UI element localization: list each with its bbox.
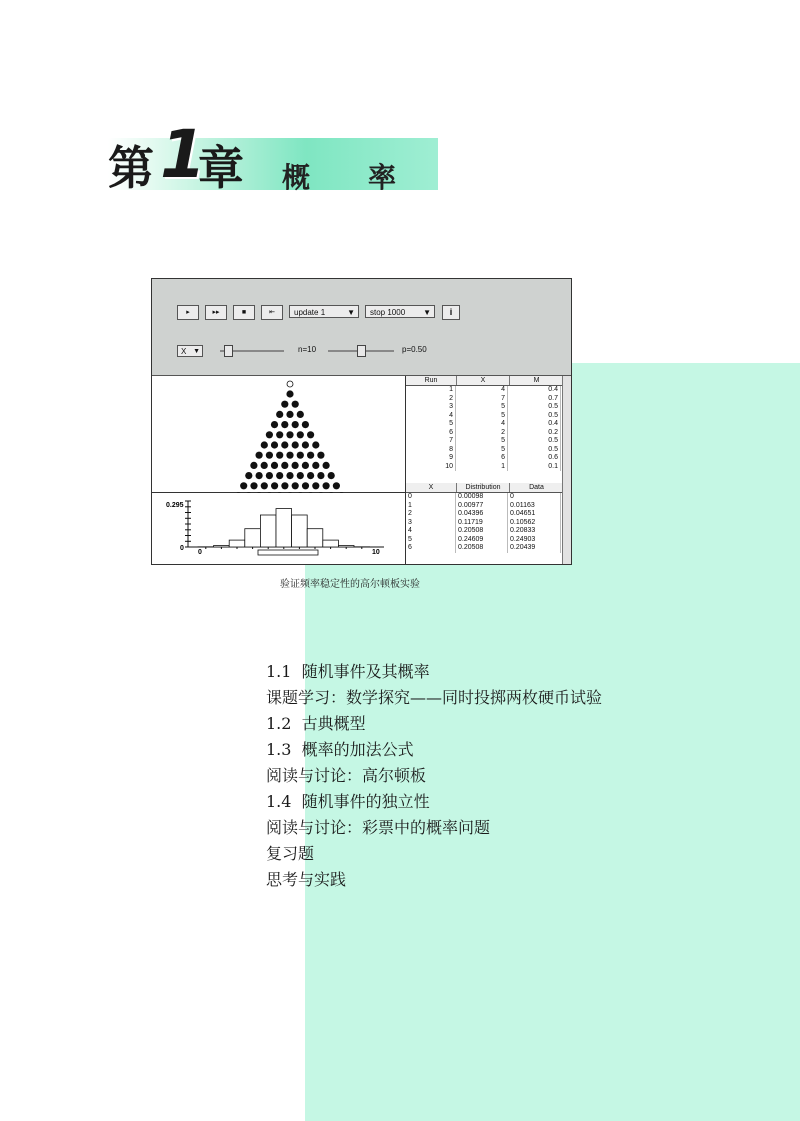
table-cell: 0 [406,493,456,502]
table-cell: 0.10562 [508,519,561,528]
table-cell: 0.5 [508,403,561,412]
stop-select-value: stop 1000 [370,308,406,317]
peg [292,401,299,408]
table-row [406,403,571,412]
table-cell: 2 [456,429,508,438]
table-cell: 0.7 [508,395,561,404]
run-col-header: Run [406,376,457,385]
table-cell: 4 [456,420,508,429]
toc-item[interactable]: 思考与实践 [266,870,347,889]
run-table-scrollbar[interactable] [562,376,571,483]
peg [302,421,309,428]
table-cell: 0.5 [508,437,561,446]
histogram [152,493,406,564]
chapter-heading [108,116,455,198]
table-cell: 0.24609 [456,536,508,545]
peg [271,482,278,489]
table-cell: 0.04651 [508,510,561,519]
peg [266,452,273,459]
table-row [406,527,571,536]
table-cell: 0.00098 [456,493,508,502]
update-select-value: update 1 [294,308,326,317]
peg [312,462,319,469]
table-cell: 0 [508,493,561,502]
stop-button[interactable]: ■ [233,305,255,320]
table-cell: 0.01163 [508,502,561,511]
table-row [406,493,571,502]
table-cell: 0.5 [508,446,561,455]
peg [286,431,293,438]
p-slider-thumb[interactable] [357,345,366,357]
x-max-label: 10 [372,549,380,556]
peg [317,452,324,459]
table-row [406,412,571,421]
toc-item[interactable]: 1.2 古典概型 [266,714,366,733]
peg [286,452,293,459]
figure-caption: 验证频率稳定性的高尔顿板实验 [280,579,420,590]
histogram-bar [323,540,339,547]
peg [312,482,319,489]
table-cell: 0.4 [508,420,561,429]
distribution-table-header [406,483,571,493]
table-cell: 0.11719 [456,519,508,528]
peg [286,472,293,479]
peg [297,431,304,438]
table-cell: 3 [406,403,456,412]
peg [266,472,273,479]
table-cell: 0.00977 [456,502,508,511]
table-row [406,463,571,472]
reset-button[interactable]: ⇤ [261,305,283,320]
table-cell: 0.20508 [456,544,508,553]
x-col-header: X [406,483,457,492]
table-cell: 0.20508 [456,527,508,536]
chapter-prefix: 第 [108,141,154,195]
peg [281,421,288,428]
table-cell: 0.2 [508,429,561,438]
histogram-bar [214,546,230,548]
peg [245,472,252,479]
distribution-table-scrollbar[interactable] [562,483,571,564]
data-col-header: Data [510,483,564,492]
peg [307,431,314,438]
histogram-bar [307,529,323,547]
table-row [406,420,571,429]
peg [302,441,309,448]
table-cell: 5 [456,403,508,412]
peg [292,441,299,448]
peg [281,401,288,408]
n-slider[interactable] [220,350,284,352]
x-col-header: X [457,376,510,385]
chapter-title: 概率 [282,161,455,194]
chevron-down-icon: ▼ [423,308,431,317]
peg [292,421,299,428]
table-row [406,429,571,438]
n-slider-thumb[interactable] [224,345,233,357]
histogram-bar [229,540,245,547]
table-row [406,519,571,528]
stop-select[interactable] [365,305,435,318]
table-cell: 6 [406,544,456,553]
table-row [406,386,571,395]
table-cell: 5 [406,420,456,429]
table-cell: 4 [456,386,508,395]
histogram-scroll-box[interactable] [258,550,318,555]
update-select[interactable] [289,305,359,318]
galton-board-simulation [151,278,572,565]
table-cell: 0.04396 [456,510,508,519]
table-cell: 5 [456,412,508,421]
table-cell: 7 [406,437,456,446]
histogram-bar [338,546,354,548]
table-cell: 1 [406,386,456,395]
table-cell: 6 [456,454,508,463]
table-row [406,544,571,553]
peg [292,482,299,489]
galton-board-pegs [152,376,406,493]
table-row [406,437,571,446]
peg [286,390,293,397]
toc-item[interactable]: 1.3 概率的加法公式 [266,740,414,759]
chapter-number: 1 [160,116,206,193]
table-row [406,454,571,463]
y-max-label: 0.295 [166,502,184,509]
peg [256,452,263,459]
table-cell: 0.4 [508,386,561,395]
y-zero-label: 0 [180,545,184,552]
chapter-suffix: 章 [198,141,244,195]
table-row [406,446,571,455]
distribution-table [406,483,571,564]
table-cell: 8 [406,446,456,455]
galton-board [152,376,406,493]
peg [261,441,268,448]
peg [250,462,257,469]
peg [307,472,314,479]
m-col-header: M [510,376,564,385]
peg [261,462,268,469]
peg [271,441,278,448]
table-cell: 0.5 [508,412,561,421]
peg [323,462,330,469]
table-cell: 0.20439 [508,544,561,553]
table-cell: 7 [456,395,508,404]
peg [323,482,330,489]
table-cell: 0.6 [508,454,561,463]
table-cell: 4 [406,527,456,536]
peg [286,411,293,418]
toc-item[interactable]: 课题学习：数学探究——同时投掷两枚硬币试验 [266,688,603,707]
p-slider[interactable] [328,350,394,352]
peg [302,462,309,469]
table-cell: 4 [406,412,456,421]
table-cell: 0.1 [508,463,561,472]
chevron-down-icon: ▼ [193,348,200,355]
play-button[interactable]: ▸ [177,305,199,320]
peg [276,452,283,459]
peg [271,462,278,469]
table-cell: 1 [456,463,508,472]
peg [266,431,273,438]
table-cell: 10 [406,463,456,472]
peg [312,441,319,448]
peg [271,421,278,428]
run-table [406,376,571,484]
table-row [406,536,571,545]
table-cell: 9 [406,454,456,463]
table-cell: 2 [406,395,456,404]
peg [328,472,335,479]
histogram-bar [292,515,308,547]
x-min-label: 0 [198,549,202,556]
toc-item[interactable]: 阅读与讨论：高尔顿板 [266,766,427,785]
peg [250,482,257,489]
toc-item[interactable]: 复习题 [266,844,315,863]
histogram-bar [245,529,261,547]
fast-forward-button[interactable]: ▸▸ [205,305,227,320]
peg [276,431,283,438]
histogram-bar [276,509,292,547]
peg [302,482,309,489]
table-cell: 0.20833 [508,527,561,536]
table-cell: 1 [406,502,456,511]
table-cell: 6 [406,429,456,438]
peg [307,452,314,459]
table-row [406,502,571,511]
run-table-body [406,386,571,471]
peg [281,462,288,469]
n-label: n=10 [298,345,317,354]
table-cell: 5 [456,446,508,455]
ball [287,381,293,387]
peg [333,482,340,489]
table-row [406,395,571,404]
peg [292,462,299,469]
table-cell: 2 [406,510,456,519]
chevron-down-icon: ▼ [347,308,355,317]
peg [317,472,324,479]
peg [240,482,247,489]
peg [261,482,268,489]
histogram-chart [152,493,406,564]
peg [297,411,304,418]
run-table-header [406,376,571,386]
info-button[interactable]: i [442,305,460,320]
table-cell: 0.24903 [508,536,561,545]
p-label: p=0.50 [402,345,427,354]
table-cell: 5 [406,536,456,545]
peg [281,482,288,489]
toc-item[interactable]: 1.1 随机事件及其概率 [266,662,430,681]
distribution-table-body [406,493,571,553]
peg [276,411,283,418]
toc-item[interactable]: 阅读与讨论：彩票中的概率问题 [266,818,491,837]
variable-select-value: X [181,347,187,356]
distribution-col-header: Distribution [457,483,510,492]
toc-item[interactable]: 1.4 随机事件的独立性 [266,792,430,811]
variable-select[interactable] [177,345,203,357]
histogram-bar [260,515,276,547]
simulation-toolbar [152,279,571,376]
peg [297,452,304,459]
peg [276,472,283,479]
table-row [406,510,571,519]
peg [297,472,304,479]
table-of-contents [266,659,602,893]
peg [281,441,288,448]
peg [256,472,263,479]
table-cell: 3 [406,519,456,528]
table-cell: 5 [456,437,508,446]
